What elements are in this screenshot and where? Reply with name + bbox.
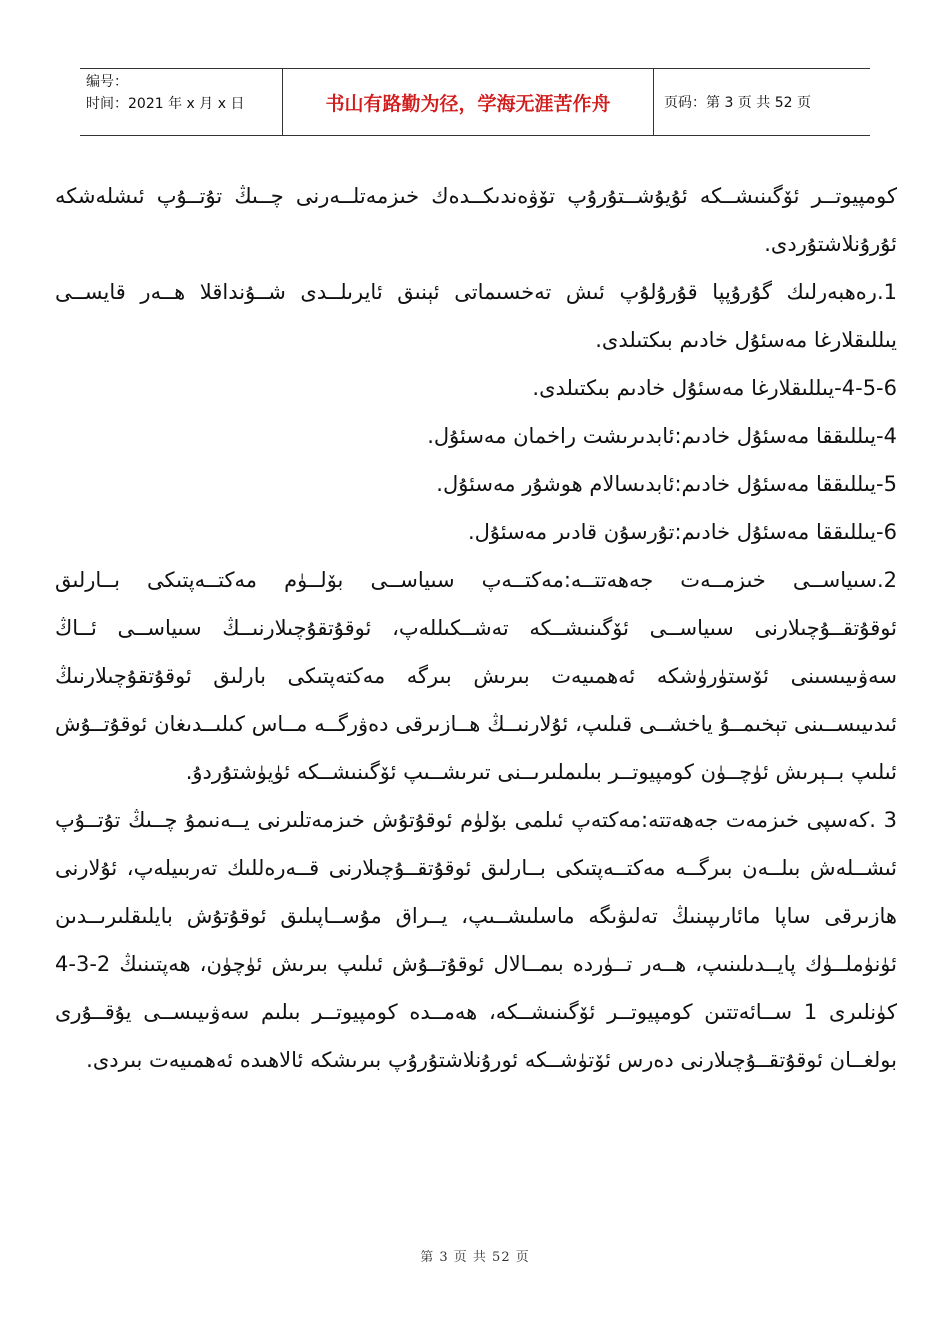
time-label: 时间：2021 年 x 月 x 日 bbox=[86, 96, 245, 112]
header-motto: 书山有路勤为径，学海无涯苦作舟 bbox=[282, 69, 654, 135]
paragraph: 2.سىياســى خىزمــەت جەھەتتــە:مەكتــەپ سىياســى بۆلــۈم مەكتــەپتىكى بــارلىق ئوقۇتقــۇچىلارنى سىياســى ئۆگىنىشــكە تەشــكىللەپ، ئوقۇتقۇچىلارنىــڭ سىياســى ئــاڭ سەۋىيىسىنى ئۆستۈرۈشكە ئەھمىيەت بىرىش بىرگە مەكتەپتىكى بارلىق ئوقۇتقۇچىلارنىڭ ئىدىيىســىنى تېخىمــۇ ياخشــى قىلىپ، ئۇلارنىــڭ ھــازىرقى دەۋرگــە مــاس كىلىــدىغان ئوقۇتــۇش ئىلىپ بــېرىش ئۈچــۈن كومپيوتــر بىلىملىرىــنى تىرىشــىپ ئۆگىنىشــكە ئۈيۈشتۇردۇ. bbox=[55, 568, 897, 784]
paragraph: 6-يىللىققا مەسئۇل خادىم:تۇرسۇن قادىر مەسئۇل. bbox=[467, 520, 897, 544]
paragraph: 3 .كەسپى خىزمەت جەھەتتە:مەكتەپ ئىلمى بۆلۈم ئوقۇتۇش خىزمەتلىرنى يــەنىمۇ چــىڭ تۇتــۇپ ئىشــلەش بىلــەن بىرگــە مەكتــەپتىكى بــارلىق ئوقۇتقــۇچىلارنى قــەرەللىك تەربىيلەپ، ئۇلارنى ھازىرقى ساپا مائارىپىنىڭ تەلىۋىگە ماسلىشــىپ، يــراق مۇســاپىلىق ئوقۇتۇش بايلىقلىرىــدىن ئۈنۈملــۈك پايــدىلىنىپ، ھــەر تــۈردە بىمــالال ئوقۇتــۇش ئىلىپ بىرىش ئۈچۈن، ھەپتىنىڭ 2-3-4 كۈنلىرى 1 ســائەتتىن كومپيوتــر ئۆگىنىشــكە، ھەمــدە كومپيوتــر بىلىم سەۋىيىســى يۇقــۇرى بولغــان ئوقۇتقــۇچىلارنى دەرس ئۆتۈشــكە ئورۇنلاشتۇرۇپ بىرىشكە ئالاھىدە ئەھمىيەت بىردى. bbox=[55, 808, 897, 1072]
header-page-info: 页码：第 3 页 共 52 页 bbox=[664, 95, 811, 111]
number-label: 编号： bbox=[86, 74, 128, 90]
paragraph: 4-يىللىققا مەسئۇل خادىم:ئابدىرىشت راخمان مەسئۇل. bbox=[427, 424, 897, 448]
page-footer: 第 3 页 共 52 页 bbox=[420, 1250, 530, 1265]
paragraph: 5-يىللىققا مەسئۇل خادىم:ئابدىسالام ھوشۇر مەسئۇل. bbox=[436, 472, 897, 496]
paragraph: 4-5-6-يىللىقلارغا مەسئۇل خادىم بىكتىلدى. bbox=[532, 376, 897, 400]
page-header bbox=[80, 68, 870, 136]
document-body bbox=[55, 172, 897, 1084]
paragraph: كومپيوتــر ئۆگىنىشــكە ئۇيۇشــتۇرۇپ تۆۋەندىكــدەك خىزمەتلــەرنى چــىڭ تۇتــۇپ ئىشلەشكە ئۇرۇنلاشتۇردى. bbox=[55, 184, 897, 256]
header-meta bbox=[80, 69, 282, 135]
paragraph: 1.رەھبەرلىك گۇرۇپپا قۇرۇلۇپ ئىش تەخسىماتى ئېنىق ئايرىلــدى شــۇنداقلا ھــەر قايســى يىللىقلارغا مەسئۇل خادىم بىكتىلدى. bbox=[55, 280, 897, 352]
